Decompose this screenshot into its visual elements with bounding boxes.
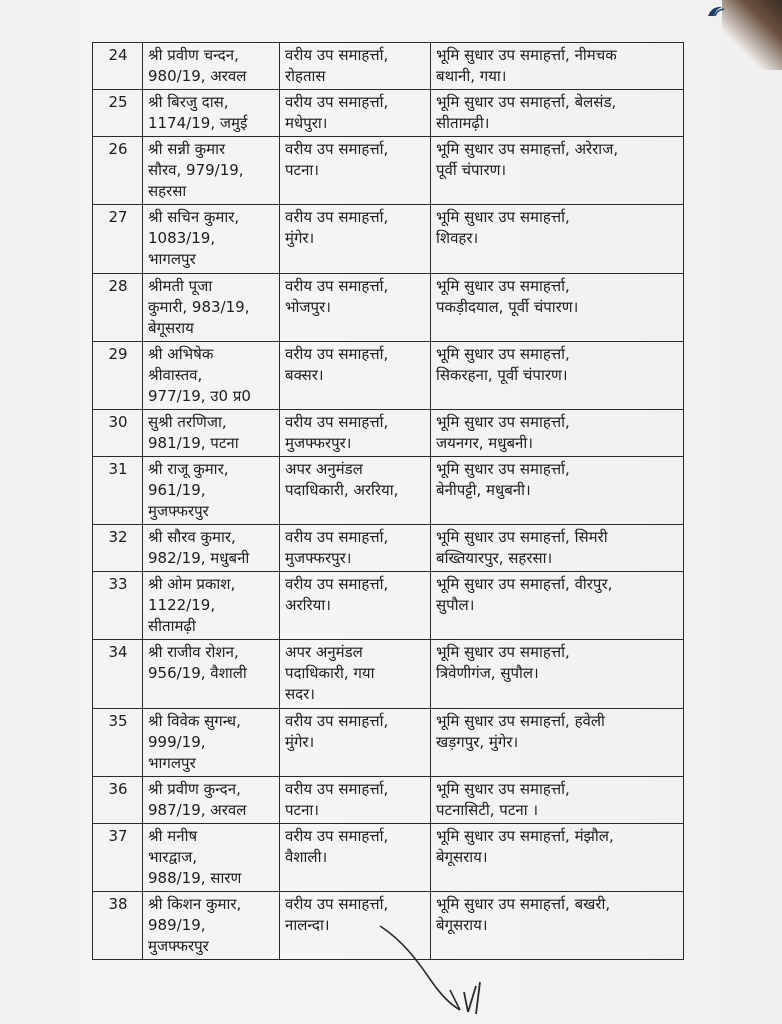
current-post-cell: वरीय उप समाहर्त्ता, वैशाली। bbox=[280, 824, 431, 892]
table-row bbox=[93, 342, 684, 410]
new-posting-cell: भूमि सुधार उप समाहर्त्ता, नीमचक बथानी, गया। bbox=[431, 43, 684, 90]
serial-number-cell: 31 bbox=[93, 457, 143, 525]
serial-number-cell: 33 bbox=[93, 572, 143, 640]
current-post-cell: वरीय उप समाहर्त्ता, रोहतास bbox=[280, 43, 431, 90]
table-row bbox=[93, 137, 684, 205]
new-posting-cell: भूमि सुधार उप समाहर्त्ता, बेलसंड, सीतामढ़ी। bbox=[431, 90, 684, 137]
new-posting-cell: भूमि सुधार उप समाहर्त्ता, बखरी, बेगूसराय। bbox=[431, 892, 684, 960]
serial-number-cell: 36 bbox=[93, 777, 143, 824]
officer-name-cell: श्रीमती पूजा कुमारी, 983/19, बेगूसराय bbox=[143, 274, 280, 342]
new-posting-cell: भूमि सुधार उप समाहर्त्ता, वीरपुर, सुपौल। bbox=[431, 572, 684, 640]
officer-name-cell: श्री राजू कुमार, 961/19, मुजफ्फरपुर bbox=[143, 457, 280, 525]
new-posting-cell: भूमि सुधार उप समाहर्त्ता, जयनगर, मधुबनी। bbox=[431, 410, 684, 457]
serial-number-cell: 26 bbox=[93, 137, 143, 205]
officer-name-cell: श्री मनीष भारद्वाज, 988/19, सारण bbox=[143, 824, 280, 892]
current-post-cell: वरीय उप समाहर्त्ता, भोजपुर। bbox=[280, 274, 431, 342]
officer-name-cell: श्री सन्नी कुमार सौरव, 979/19, सहरसा bbox=[143, 137, 280, 205]
serial-number-cell: 29 bbox=[93, 342, 143, 410]
current-post-cell: वरीय उप समाहर्त्ता, मधेपुरा। bbox=[280, 90, 431, 137]
page-corner-shadow bbox=[722, 0, 782, 70]
serial-number-cell: 38 bbox=[93, 892, 143, 960]
officer-name-cell: श्री बिरजु दास, 1174/19, जमुई bbox=[143, 90, 280, 137]
serial-number-cell: 25 bbox=[93, 90, 143, 137]
table-row bbox=[93, 777, 684, 824]
serial-number-cell: 34 bbox=[93, 640, 143, 709]
table-row bbox=[93, 274, 684, 342]
table-row bbox=[93, 824, 684, 892]
current-post-cell: वरीय उप समाहर्त्ता, पटना। bbox=[280, 777, 431, 824]
new-posting-cell: भूमि सुधार उप समाहर्त्ता, सिकरहना, पूर्वी चंपारण। bbox=[431, 342, 684, 410]
current-post-cell: वरीय उप समाहर्त्ता, मुंगेर। bbox=[280, 205, 431, 274]
new-posting-cell: भूमि सुधार उप समाहर्त्ता, मंझौल, बेगूसराय। bbox=[431, 824, 684, 892]
current-post-cell: वरीय उप समाहर्त्ता, मुजफ्फरपुर। bbox=[280, 410, 431, 457]
transfer-posting-table bbox=[92, 42, 684, 960]
officer-name-cell: श्री सचिन कुमार, 1083/19, भागलपुर bbox=[143, 205, 280, 274]
table-row bbox=[93, 410, 684, 457]
officer-name-cell: श्री सौरव कुमार, 982/19, मधुबनी bbox=[143, 525, 280, 572]
officer-name-cell: श्री विवेक सुगन्ध, 999/19, भागलपुर bbox=[143, 709, 280, 777]
new-posting-cell: भूमि सुधार उप समाहर्त्ता, पकड़ीदयाल, पूर्वी चंपारण। bbox=[431, 274, 684, 342]
officer-name-cell: श्री राजीव रोशन, 956/19, वैशाली bbox=[143, 640, 280, 709]
new-posting-cell: भूमि सुधार उप समाहर्त्ता, सिमरी बख्तियारपुर, सहरसा। bbox=[431, 525, 684, 572]
officer-name-cell: श्री ओम प्रकाश, 1122/19, सीतामढ़ी bbox=[143, 572, 280, 640]
table-row bbox=[93, 709, 684, 777]
table-row bbox=[93, 43, 684, 90]
table-row bbox=[93, 90, 684, 137]
table-row bbox=[93, 525, 684, 572]
current-post-cell: वरीय उप समाहर्त्ता, नालन्दा। bbox=[280, 892, 431, 960]
handwritten-initials bbox=[372, 920, 492, 1020]
corner-fold-icon bbox=[706, 4, 726, 18]
serial-number-cell: 32 bbox=[93, 525, 143, 572]
new-posting-cell: भूमि सुधार उप समाहर्त्ता, अरेराज, पूर्वी चंपारण। bbox=[431, 137, 684, 205]
new-posting-cell: भूमि सुधार उप समाहर्त्ता, शिवहर। bbox=[431, 205, 684, 274]
serial-number-cell: 24 bbox=[93, 43, 143, 90]
officer-name-cell: श्री प्रवीण कुन्दन, 987/19, अरवल bbox=[143, 777, 280, 824]
current-post-cell: अपर अनुमंडल पदाधिकारी, अररिया, bbox=[280, 457, 431, 525]
new-posting-cell: भूमि सुधार उप समाहर्त्ता, हवेली खड़गपुर, मुंगेर। bbox=[431, 709, 684, 777]
current-post-cell: वरीय उप समाहर्त्ता, मुंगेर। bbox=[280, 709, 431, 777]
current-post-cell: अपर अनुमंडल पदाधिकारी, गया सदर। bbox=[280, 640, 431, 709]
officer-name-cell: सुश्री तरणिजा, 981/19, पटना bbox=[143, 410, 280, 457]
officer-name-cell: श्री अभिषेक श्रीवास्तव, 977/19, उ0 प्र0 bbox=[143, 342, 280, 410]
table-row bbox=[93, 457, 684, 525]
new-posting-cell: भूमि सुधार उप समाहर्त्ता, त्रिवेणीगंज, सुपौल। bbox=[431, 640, 684, 709]
current-post-cell: वरीय उप समाहर्त्ता, अररिया। bbox=[280, 572, 431, 640]
serial-number-cell: 37 bbox=[93, 824, 143, 892]
new-posting-cell: भूमि सुधार उप समाहर्त्ता, बेनीपट्टी, मधुबनी। bbox=[431, 457, 684, 525]
officer-name-cell: श्री किशन कुमार, 989/19, मुजफ्फरपुर bbox=[143, 892, 280, 960]
new-posting-cell: भूमि सुधार उप समाहर्त्ता, पटनासिटी, पटना । bbox=[431, 777, 684, 824]
serial-number-cell: 35 bbox=[93, 709, 143, 777]
officer-name-cell: श्री प्रवीण चन्दन, 980/19, अरवल bbox=[143, 43, 280, 90]
current-post-cell: वरीय उप समाहर्त्ता, पटना। bbox=[280, 137, 431, 205]
table-row bbox=[93, 572, 684, 640]
table-row bbox=[93, 205, 684, 274]
current-post-cell: वरीय उप समाहर्त्ता, बक्सर। bbox=[280, 342, 431, 410]
serial-number-cell: 30 bbox=[93, 410, 143, 457]
serial-number-cell: 27 bbox=[93, 205, 143, 274]
serial-number-cell: 28 bbox=[93, 274, 143, 342]
table-row bbox=[93, 640, 684, 709]
current-post-cell: वरीय उप समाहर्त्ता, मुजफ्फरपुर। bbox=[280, 525, 431, 572]
